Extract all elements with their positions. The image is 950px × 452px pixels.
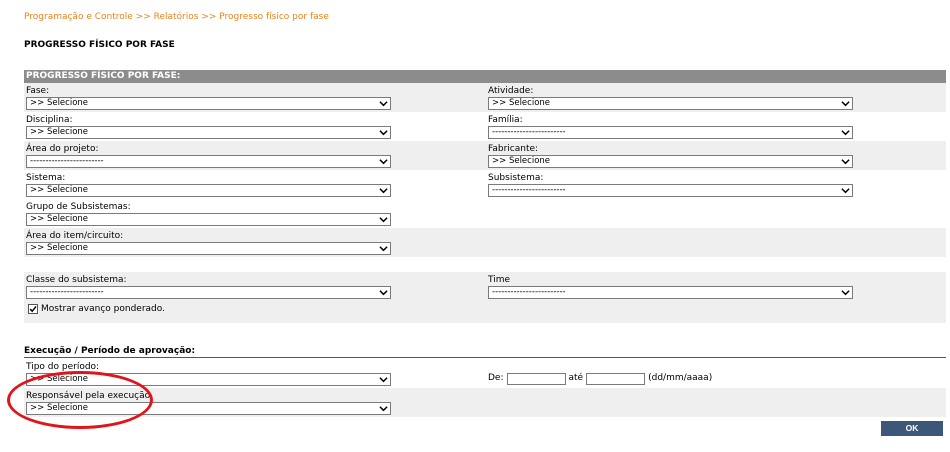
sistema-select[interactable] xyxy=(26,184,391,197)
atividade-value: >> Selecione xyxy=(492,98,551,108)
area-item-filter xyxy=(26,228,391,255)
chevron-down-icon xyxy=(379,128,388,137)
fase-select[interactable] xyxy=(26,97,391,110)
chevron-down-icon xyxy=(379,288,388,297)
weighted-row xyxy=(24,301,946,323)
weighted-label[interactable]: Mostrar avanço ponderado. xyxy=(41,304,165,314)
panel-header: PROGRESSO FÍSICO POR FASE: xyxy=(24,70,946,83)
time-value: ------------------------ xyxy=(492,287,566,297)
weighted-checkbox[interactable] xyxy=(28,304,38,314)
classe-subsistema-label: Classe do subsistema: xyxy=(26,275,127,285)
filter-row xyxy=(24,272,946,301)
chevron-down-icon xyxy=(379,99,388,108)
spacer xyxy=(24,257,946,272)
filter-row xyxy=(24,228,946,257)
subsistema-filter xyxy=(488,170,853,197)
classe-subsistema-value: ------------------------ xyxy=(30,287,104,297)
filter-panel xyxy=(24,70,946,323)
area-projeto-value: ------------------------ xyxy=(30,156,104,166)
classe-subsistema-select[interactable] xyxy=(26,286,391,299)
date-range xyxy=(488,372,712,386)
area-item-value: >> Selecione xyxy=(30,243,89,253)
page-title: PROGRESSO FÍSICO POR FASE xyxy=(24,40,175,50)
responsavel-value: >> Selecione xyxy=(30,403,89,413)
breadcrumb[interactable]: Programação e Controle >> Relatórios >> Progresso físico por fase xyxy=(24,12,329,22)
date-format-hint: (dd/mm/aaaa) xyxy=(648,373,713,383)
chevron-down-icon xyxy=(379,215,388,224)
atividade-label: Atividade: xyxy=(488,86,534,96)
disciplina-select[interactable] xyxy=(26,126,391,139)
date-from-label: De: xyxy=(488,373,504,383)
filter-row xyxy=(24,112,946,141)
chevron-down-icon xyxy=(841,288,850,297)
check-icon xyxy=(29,305,37,313)
sistema-label: Sistema: xyxy=(26,173,66,183)
time-filter xyxy=(488,272,853,299)
area-projeto-label: Área do projeto: xyxy=(26,144,99,154)
grupo-subsistemas-select[interactable] xyxy=(26,213,391,226)
familia-filter xyxy=(488,112,853,139)
area-item-select[interactable] xyxy=(26,242,391,255)
disciplina-value: >> Selecione xyxy=(30,127,89,137)
fase-filter xyxy=(26,83,391,110)
familia-label: Família: xyxy=(488,115,523,125)
atividade-select[interactable] xyxy=(488,97,853,110)
fase-value: >> Selecione xyxy=(30,98,89,108)
subsistema-select[interactable] xyxy=(488,184,853,197)
fabricante-value: >> Selecione xyxy=(492,156,551,166)
chevron-down-icon xyxy=(379,244,388,253)
divider xyxy=(24,357,946,358)
chevron-down-icon xyxy=(841,99,850,108)
tipo-periodo-value: >> Selecione xyxy=(30,374,89,384)
grupo-subsistemas-value: >> Selecione xyxy=(30,214,89,224)
subsistema-value: ------------------------ xyxy=(492,185,566,195)
chevron-down-icon xyxy=(379,404,388,413)
tipo-periodo-select[interactable] xyxy=(26,373,391,386)
date-from-input[interactable] xyxy=(507,373,566,385)
responsavel-select[interactable] xyxy=(26,402,391,415)
area-projeto-select[interactable] xyxy=(26,155,391,168)
atividade-filter xyxy=(488,83,853,110)
date-to-input[interactable] xyxy=(586,373,645,385)
filter-row xyxy=(24,359,946,388)
familia-value: ------------------------ xyxy=(492,127,566,137)
disciplina-label: Disciplina: xyxy=(26,115,73,125)
chevron-down-icon xyxy=(841,186,850,195)
chevron-down-icon xyxy=(379,375,388,384)
tipo-periodo-label: Tipo do período: xyxy=(26,362,100,372)
disciplina-filter xyxy=(26,112,391,139)
fabricante-select[interactable] xyxy=(488,155,853,168)
date-to-label: até xyxy=(568,373,584,383)
grupo-subsistemas-label: Grupo de Subsistemas: xyxy=(26,202,131,212)
execution-section-title: Execução / Período de aprovação: xyxy=(24,346,196,356)
sistema-filter xyxy=(26,170,391,197)
responsavel-filter xyxy=(26,388,391,415)
classe-subsistema-filter xyxy=(26,272,391,299)
chevron-down-icon xyxy=(379,157,388,166)
filter-row xyxy=(24,388,946,417)
subsistema-label: Subsistema: xyxy=(488,173,544,183)
sistema-value: >> Selecione xyxy=(30,185,89,195)
fabricante-label: Fabricante: xyxy=(488,144,539,154)
chevron-down-icon xyxy=(841,128,850,137)
fase-label: Fase: xyxy=(26,86,50,96)
tipo-periodo-filter xyxy=(26,359,391,386)
filter-row xyxy=(24,170,946,199)
ok-button[interactable]: OK xyxy=(881,421,943,436)
chevron-down-icon xyxy=(379,186,388,195)
time-select[interactable] xyxy=(488,286,853,299)
familia-select[interactable] xyxy=(488,126,853,139)
grupo-subsistemas-filter xyxy=(26,199,391,226)
time-label: Time xyxy=(488,275,511,285)
fabricante-filter xyxy=(488,141,853,168)
execution-panel xyxy=(24,359,946,417)
filter-row xyxy=(24,83,946,112)
filter-row xyxy=(24,199,946,228)
chevron-down-icon xyxy=(841,157,850,166)
area-projeto-filter xyxy=(26,141,391,168)
responsavel-label: Responsável pela execução xyxy=(26,391,151,401)
area-item-label: Área do item/circuito: xyxy=(26,231,124,241)
filter-row xyxy=(24,141,946,170)
